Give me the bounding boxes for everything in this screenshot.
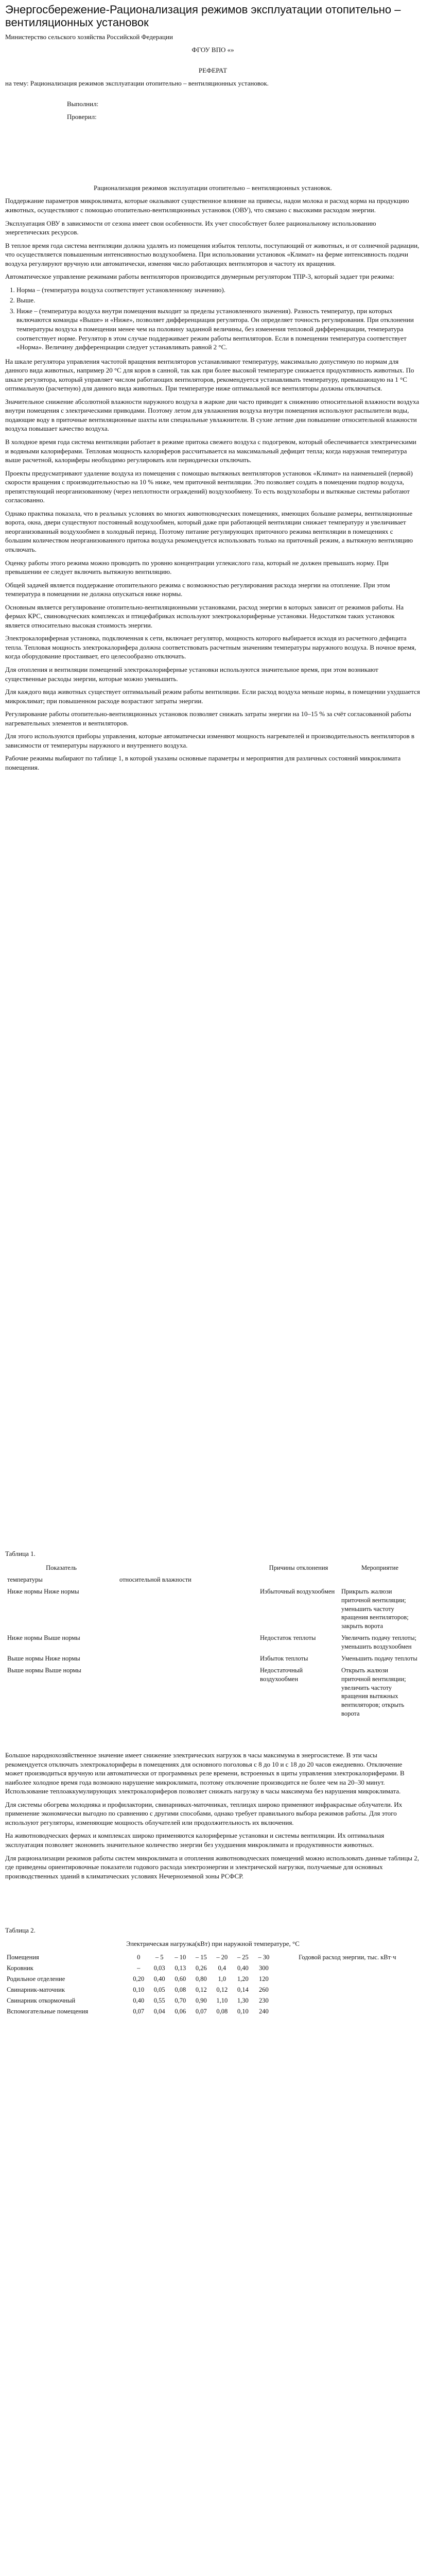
table-cell: 240 — [259, 2007, 269, 2015]
table-cell: 1,10 — [216, 1996, 228, 2004]
table-cell: 0,03 — [153, 1964, 165, 1972]
table-cell: 0,07 — [195, 2007, 207, 2015]
table-row — [5, 1586, 421, 1632]
table-row — [5, 2006, 421, 2017]
table-subheader: относительной влажности — [119, 1575, 191, 1583]
referat-label: РЕФЕРАТ — [198, 66, 228, 74]
table-header: Годовой расход энергии, тыс. кВт·ч — [299, 1954, 396, 1961]
table-cell: Свинарник-маточник — [7, 1986, 65, 1993]
paragraph: В теплое время года система вентиляции должна удалять из помещения избыток теплоты, поступающий от животных, и от солнечной радиации, что осуществляется повышенным интенсивностью воздухообмена. При использовании установок «Климат» на ферме интенсивность подачи воздуха регулируют вручную или автоматически, изменяя число работающих вентиляторов и частоту их вращения. — [5, 241, 420, 267]
paragraph: Регулирование работы отопительно-вентиляционных установок позволяет снижать затраты энергии на 10–15 % за счёт согласованной работы нагревательных элементов и вентиляторов. — [5, 710, 411, 727]
table-header-row — [5, 1952, 421, 1963]
table-cell: Ниже нормы Выше нормы — [7, 1634, 80, 1642]
table-cell: 0,70 — [175, 1996, 186, 2004]
document-title: Энергосбережение-Рационализация режимов эксплуатации отопительно – вентиляционных установок — [5, 3, 401, 29]
spacer — [5, 1885, 421, 1926]
topic-line: на тему: Рационализация режимов эксплуатации отопительно – вентиляционных установок. — [5, 79, 269, 88]
table-cell: Родильное отделение — [7, 1975, 65, 1982]
table-row — [5, 1665, 421, 1720]
table-cell: 0,12 — [216, 1986, 228, 1993]
paragraph: Оценку работы этого режима можно проводить по уровню концентрации углекислого газа, который не должен превышать норму. При превышении ее следует включить вытяжную вентиляцию. — [5, 558, 389, 576]
list-item: 2. Выше. — [16, 296, 421, 305]
ministry-line: Министерство сельского хозяйства Российской Федерации — [5, 32, 173, 41]
table-cell: 300 — [259, 1964, 269, 1972]
table-cell: 0,10 — [237, 2007, 249, 2015]
paragraph: На шкале регулятора управления частотой вращения вентиляторов устанавливают температуру, максимально допустимую по нормам для данного вида животных, например 20 °С для коров в санной, так как при более высокой температуре снижается продуктивность животных. По шкале регулятора, который управляет числом работающих вентиляторов, рекомендуется устанавливать температуру, превышающую на 1 °С оптимальную (расчетную) для данного вида животных. При температуре ниже оптимальной все вентиляторы должны отключаться. — [5, 357, 414, 393]
table-cell: Недостаток теплоты — [260, 1634, 316, 1642]
table-header-row — [5, 1562, 421, 1574]
table-header: – 10 — [175, 1954, 186, 1961]
table-cell: 0,08 — [216, 2007, 228, 2015]
list-item: 1. Норма – (температура воздуха соответствует установленному значению). — [16, 285, 421, 295]
table2 — [5, 1952, 421, 2016]
table-header: – 5 — [155, 1954, 164, 1961]
section-heading: Рационализация режимов эксплуатации отопительно – вентиляционных установок. — [93, 183, 333, 192]
table1 — [5, 1562, 421, 1720]
table-row — [5, 1653, 421, 1665]
table-cell: Коровник — [7, 1964, 33, 1972]
table-cell: 0,08 — [175, 1986, 186, 1993]
table-cell: 0,40 — [153, 1975, 165, 1982]
table-subheader-row — [5, 1574, 421, 1586]
paragraph: Эксплуатация ОВУ в зависимости от сезона имеет свои особенности. Их учет способствует более рациональному использованию энергетических ресурсов. — [5, 219, 376, 236]
table-header: – 25 — [237, 1954, 249, 1961]
table-row — [5, 1985, 421, 1995]
table-cell-empty — [274, 1985, 421, 1995]
table-cell: 0,40 — [237, 1964, 249, 1972]
table-cell: 0,90 — [195, 1996, 207, 2004]
paragraph: Однако практика показала, что в реальных условиях во многих животноводческих помещениях, имеющих большие размеры, вентиляционные ворота, окна, двери существуют постоянный воздухообмен, который даже при работающей вентиляции снижает температуру и увеличивает неорганизованный воздухообмен в холодный период. Поэтому питание регулирующих приточного режима вентиляции в помещениях с большим количеством неорганизованного притока воздуха рекомендуется использовать только на приточный режим, а вытяжную вентиляцию отключать. — [5, 509, 413, 554]
table-cell — [117, 1665, 258, 1720]
table-cell: Недостаточный воздухообмен — [260, 1666, 303, 1683]
table-header: – 20 — [216, 1954, 228, 1961]
table-header-empty — [117, 1562, 258, 1574]
paragraph: Поддержание параметров микроклимата, которые оказывают существенное влияние на привесы, надои молока и расход корма на продукцию животных, осуществляют с помощью отопительно-вентиляционных установок (ОВУ), что связано с высокими расходом энергии. — [5, 197, 409, 214]
table-row — [5, 1632, 421, 1653]
paragraph: Основным является регулирование отопительно-вентиляционными установками, расход энергии в которых зависит от режимов работы. На фермах КРС, свиноводческих комплексах и птицефабриках используют электрокалориферные установки. Недостатком таких установок является относительно высокая стоимость энергии. — [5, 603, 404, 629]
table-cell: 1,30 — [237, 1996, 249, 2004]
table-header: Показатель — [46, 1564, 77, 1572]
paragraph: Автоматическое управление режимами работы вентиляторов производится двумерным регулятором ТПР-3, который задает три режима: — [5, 273, 395, 281]
table-cell: Прикрыть жалюзи приточной вентиляции; уменьшить частоту вращения вентиляторов; закрыть ворота — [341, 1587, 409, 1630]
table-cell-empty — [274, 1995, 421, 2006]
table-cell: 0,04 — [153, 2007, 165, 2015]
paragraph: Для каждого вида животных существует оптимальный режим работы вентиляции. Если расход воздуха меньше нормы, в помещении ухудшается микроклимат; при повышенном расходе возрастают затраты энергии. — [5, 688, 420, 705]
table-cell: 0,60 — [175, 1975, 186, 1982]
done-by-label: Выполнил: — [67, 99, 99, 108]
table1-caption: Таблица 1. — [5, 1549, 36, 1557]
table-cell: 0,13 — [175, 1964, 186, 1972]
table-cell — [117, 1632, 258, 1653]
table-cell: 1,0 — [218, 1975, 226, 1982]
table-row — [5, 1995, 421, 2006]
paragraph: Рабочие режимы выбирают по таблице 1, в которой указаны основные параметры и мероприятия для различных состояний микроклимата помещения. — [5, 754, 401, 771]
table-header: – 15 — [195, 1954, 207, 1961]
checked-by-label: Проверил: — [67, 113, 97, 121]
table-cell: Избыточный воздухообмен — [260, 1587, 335, 1595]
paragraph: Для системы обогрева молодняка и профилактории, свинарниках-маточниках, теплицах широко применяют инфракрасные облучатели. Их применение экономически выгодно по сравнению с другими способами, однако требует правильного выбора режимов работы. Для этого используют регуляторы, изменяющие мощность облучателей или продолжительность их включения. — [5, 1800, 403, 1826]
table-cell: Ниже нормы Ниже нормы — [7, 1587, 79, 1595]
paragraph: Большое народнохозяйственное значение имеет снижение электрических нагрузок в часы максимума в энергосистеме. В эти часы рекомендуется отключать электрокалориферы в помещениях для основного поголовья с 8 до 10 и с 18 до 20 часов ежедневно. Отключение может производиться вручную или автоматически от программных реле времени, встроенных в щиты управления электрокалориферами. В наиболее холодное время года возможно нарушение микроклимата, поэтому отключение производится не более чем на 20–30 минут. Использование теплоаккумулирующих электрокалориферов позволяет снижать нагрузку в часы максимума без нарушения микроклимата. — [5, 1751, 405, 1795]
table-cell: Уменьшить подачу теплоты — [341, 1654, 417, 1662]
table-cell: 0,14 — [237, 1986, 249, 1993]
table-cell — [117, 1653, 258, 1665]
paragraph: На животноводческих фермах и комплексах широко применяются калориферные установки и системы вентиляции. Их оптимальная эксплуатация позволяет экономить значительное количество энергии без ухудшения микроклимата и продуктивности животных. — [5, 1832, 385, 1849]
table-cell-empty — [274, 1963, 421, 1974]
table-cell: – — [137, 1964, 141, 1972]
table-cell: Вспомогательные помещения — [7, 2007, 89, 2015]
table-cell-empty — [274, 2006, 421, 2017]
paragraph: Значительное снижение абсолютной влажности наружного воздуха в жаркие дни часто приводит к снижению относительной влажности воздуха внутри помещения с электрическими приводами. Поэтому летом для увлажнения воздуха внутри помещения используют распылители воды, подающие воду в приточные вентиляционные шахты или специальные увлажнители. В сухие летние дни повышение относительной влажности воздуха повышает качество воздуха. — [5, 397, 420, 433]
table-row — [5, 1963, 421, 1974]
table-cell: 0,06 — [175, 2007, 186, 2015]
paragraph: Электрокалориферная установка, подключенная к сети, включает регулятор, мощность которого выбирается исходя из расчетного дефицита тепла. Тепловая мощность электрокалорифера должна соответствовать расчетным значениям температуры наружного воздуха. В ночное время, когда оборудование простаивает, его целесообразно отключать. — [5, 634, 416, 660]
table-cell: Выше нормы Ниже нормы — [7, 1654, 80, 1662]
table-cell: Открыть жалюзи приточной вентиляции; увеличить частоту вращения вытяжных вентиляторов; открыть ворота — [341, 1666, 406, 1718]
table-cell: 0,40 — [133, 1996, 145, 2004]
table-subheader: температуры — [7, 1575, 43, 1583]
table-cell: Выше нормы Выше нормы — [7, 1666, 81, 1674]
list-item: 3. Ниже – (температура воздуха внутри помещения выходит за пределы установленного значения). Разность температур, при которых включаются команды «Выше» и «Ниже», позволяет дифференциация регулятора. Он определяет точность регулирования. При отклонении температуры воздуха в помещении менее чем на половину заданной величины, без изменения тепловой дифференциации, температура соответствует норме. Регулятор в этом случае поддерживает режим работы вентиляторов. Если в помещении температура соответствует «Норма». Величину дифференциации следует устанавливать равной 2 °С. — [16, 307, 421, 352]
table-cell: Свинарник откормочный — [7, 1996, 76, 2004]
paragraph: Общей задачей является поддержание отопительного режима с возможностью регулирования расхода энергии на отопление. При этом температура в помещении не должна опускаться ниже нормы. — [5, 581, 390, 598]
table-header: – 30 — [258, 1954, 270, 1961]
table2-caption: Таблица 2. — [5, 1926, 36, 1935]
table-cell: 0,10 — [133, 1986, 145, 1993]
table-header: Причины отклонения — [269, 1564, 328, 1572]
table-cell: 0,26 — [195, 1964, 207, 1972]
table-header: Мероприятие — [361, 1564, 399, 1572]
table-cell-empty — [274, 1974, 421, 1985]
spacer — [5, 776, 421, 1549]
table-cell: 0,80 — [195, 1975, 207, 1982]
table-cell: 0,05 — [153, 1986, 165, 1993]
paragraph: Для рационализации режимов работы систем микроклимата и отопления животноводческих помещений можно использовать данные таблицы 2, где приведены ориентировочные показатели годового расхода электроэнергии и электрической нагрузки, получаемые для основных производственных зданий в климатических условиях Нечерноземной зоны РСФСР. — [5, 1854, 420, 1880]
table-header: 0 — [137, 1954, 141, 1961]
paragraph: В холодное время года система вентиляции работает в режиме притока свежего воздуха с подогревом, который обеспечивается электрическими и водяными калориферами. Тепловая мощность калориферов рассчитывается на максимальный дефицит тепла; когда наружная температура выше расчетной, калориферы необходимо регулировать или периодически отключать. — [5, 438, 416, 464]
table-cell: 0,12 — [195, 1986, 207, 1993]
table-header: Помещения — [7, 1954, 39, 1961]
table-cell: 0,4 — [218, 1964, 226, 1972]
table-cell-empty — [339, 1574, 421, 1586]
paragraph: Для этого используются приборы управления, которые автоматически изменяют мощность нагревателей и производительность вентиляторов в зависимости от температуры наружного и внутреннего воздуха. — [5, 732, 415, 749]
spacer — [5, 1720, 421, 1751]
table-cell: Увеличить подачу теплоты; уменьшить воздухообмен — [341, 1634, 417, 1651]
table-cell: 1,20 — [237, 1975, 249, 1982]
mode-list — [5, 285, 421, 352]
table-row — [5, 1974, 421, 1985]
table2-title: Электрическая нагрузка(кВт) при наружной температуре, °С — [126, 1939, 300, 1947]
table-cell: Избыток теплоты — [260, 1654, 308, 1662]
table-cell-empty — [258, 1574, 339, 1586]
table-cell: 0,55 — [153, 1996, 165, 2004]
table-cell — [117, 1586, 258, 1632]
table-cell: 230 — [259, 1996, 269, 2004]
university-line: ФГОУ ВПО «» — [191, 46, 234, 54]
table-cell: 260 — [259, 1986, 269, 1993]
table-cell: 0,07 — [133, 2007, 145, 2015]
paragraph: Проекты предусматривают удаление воздуха из помещения с помощью вытяжных вентиляторов установок «Климат» на наименьшей (первой) скорости вращения с производительностью на 10 % ниже, чем приточной вентиляции. Это позволяет создать в помещении подпор воздуха, препятствующий неорганизованному (через неплотности ограждений) воздухообмену. То есть воздухозаборы и вытяжные системы работают согласованно. — [5, 469, 413, 504]
paragraph: Для отопления и вентиляции помещений электрокалориферные установки используются значительное время, при этом возникают существенные расходы энергии, которые можно уменьшить. — [5, 666, 378, 683]
table-cell: 0,20 — [133, 1975, 145, 1982]
table-cell: 120 — [259, 1975, 269, 1982]
